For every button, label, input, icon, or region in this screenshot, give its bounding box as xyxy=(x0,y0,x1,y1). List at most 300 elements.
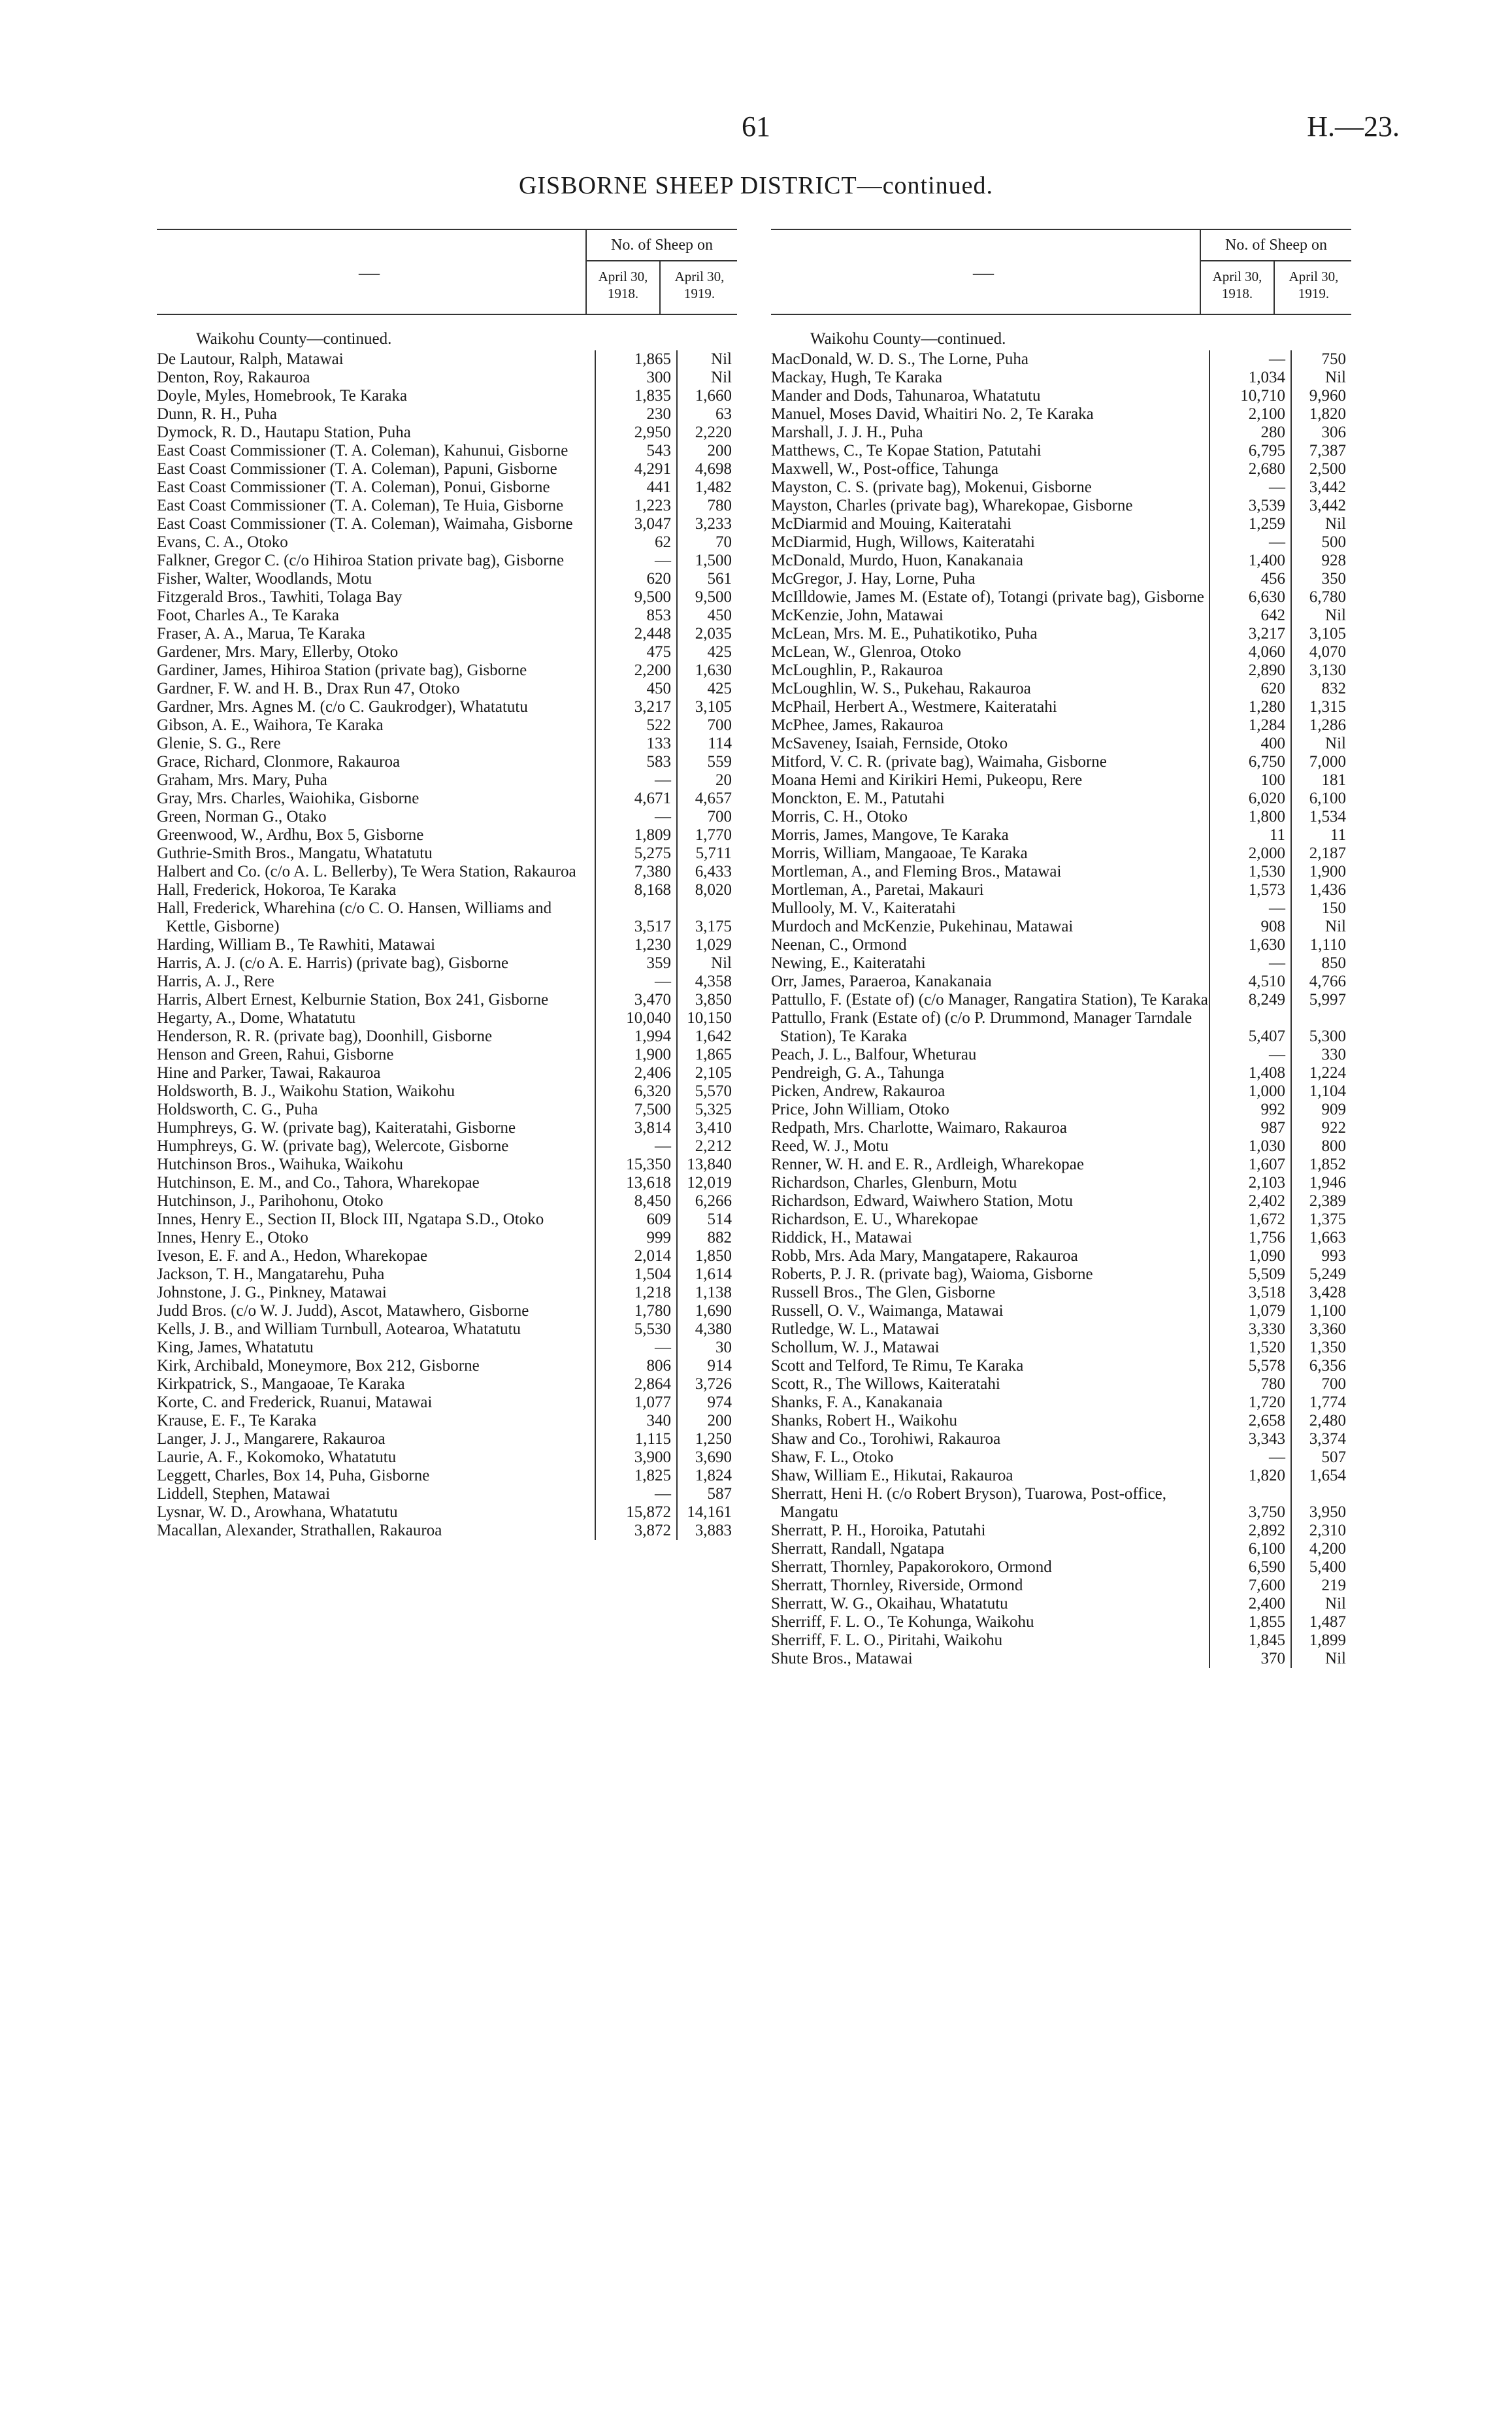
owner-name: Morris, James, Mangove, Te Karaka xyxy=(771,826,1009,844)
sheep-1918: — xyxy=(1209,899,1291,918)
sheep-1918: 6,320 xyxy=(595,1082,677,1101)
owner-name: Shaw, William E., Hikutai, Rakauroa xyxy=(771,1467,1013,1484)
owner-name: East Coast Commissioner (T. A. Coleman), Ponui, Gisborne xyxy=(157,478,550,496)
table-row xyxy=(157,1046,737,1064)
owner-name: Shaw, F. L., Otoko xyxy=(771,1448,894,1466)
owner-name: Langer, J. J., Mangarere, Rakauroa xyxy=(157,1430,386,1448)
owner-name: Foot, Charles A., Te Karaka xyxy=(157,607,339,624)
sheep-1918: 3,539 xyxy=(1209,497,1291,515)
sheep-1919: 1,482 xyxy=(677,478,737,497)
owner-name: Dunn, R. H., Puha xyxy=(157,405,278,423)
sheep-table-right xyxy=(771,350,1351,1668)
owner-name: Sherratt, Randall, Ngatapa xyxy=(771,1540,945,1558)
sheep-1919: 3,950 xyxy=(1291,1485,1351,1522)
header-year-1919: April 30, 1919. xyxy=(674,269,725,301)
table-row xyxy=(771,1174,1351,1192)
sheep-1919: 5,300 xyxy=(1291,1009,1351,1046)
owner-name: Redpath, Mrs. Charlotte, Waimaro, Rakauroa xyxy=(771,1119,1067,1137)
page-number: 61 xyxy=(742,110,770,142)
table-row xyxy=(771,643,1351,661)
owner-name: Holdsworth, C. G., Puha xyxy=(157,1101,318,1118)
table-row xyxy=(157,680,737,698)
table-row xyxy=(157,1192,737,1211)
owner-name: Krause, E. F., Te Karaka xyxy=(157,1412,317,1429)
owner-name: Gray, Mrs. Charles, Waiohika, Gisborne xyxy=(157,790,419,807)
sheep-1919: 700 xyxy=(677,716,737,735)
sheep-1919: 928 xyxy=(1291,552,1351,570)
sheep-1919: 3,690 xyxy=(677,1448,737,1467)
owner-name: Riddick, H., Matawai xyxy=(771,1229,912,1246)
sheep-1919: 700 xyxy=(677,808,737,826)
owner-name: McDiarmid, Hugh, Willows, Kaiteratahi xyxy=(771,533,1036,551)
table-row xyxy=(157,442,737,460)
table-row xyxy=(157,790,737,808)
sheep-1918: 2,890 xyxy=(1209,661,1291,680)
sheep-1919: 4,766 xyxy=(1291,973,1351,991)
sheep-1919: 219 xyxy=(1291,1577,1351,1595)
table-row xyxy=(771,1394,1351,1412)
sheep-1918: 1,034 xyxy=(1209,369,1291,387)
table-row xyxy=(771,1284,1351,1302)
table-header xyxy=(771,229,1351,315)
owner-name: Gardener, Mrs. Mary, Ellerby, Otoko xyxy=(157,643,399,661)
owner-name: MacDonald, W. D. S., The Lorne, Puha xyxy=(771,350,1028,368)
table-row xyxy=(157,497,737,515)
owner-name: Shaw and Co., Torohiwi, Rakauroa xyxy=(771,1430,1001,1448)
owner-name: Glenie, S. G., Rere xyxy=(157,735,281,752)
sheep-1919: 1,534 xyxy=(1291,808,1351,826)
sheep-1919: Nil xyxy=(1291,735,1351,753)
sheep-1919: 1,660 xyxy=(677,387,737,405)
sheep-1919: 1,110 xyxy=(1291,936,1351,954)
table-row xyxy=(771,808,1351,826)
owner-name: McPhail, Herbert A., Westmere, Kaiteratahi xyxy=(771,698,1057,716)
sheep-1919: 200 xyxy=(677,1412,737,1430)
sheep-1918: 11 xyxy=(1209,826,1291,844)
sheep-1918: 3,750 xyxy=(1209,1485,1291,1522)
sheep-1919: 507 xyxy=(1291,1448,1351,1467)
sheep-1919: 1,487 xyxy=(1291,1613,1351,1631)
sheep-1918: — xyxy=(595,973,677,991)
table-row xyxy=(157,369,737,387)
sheep-1919: 7,387 xyxy=(1291,442,1351,460)
table-row xyxy=(157,1028,737,1046)
sheep-1918: 1,259 xyxy=(1209,515,1291,533)
sheep-1919: 1,224 xyxy=(1291,1064,1351,1082)
table-row xyxy=(771,899,1351,918)
table-row xyxy=(771,1082,1351,1101)
table-row xyxy=(771,1522,1351,1540)
sheep-1919: 850 xyxy=(1291,954,1351,973)
owner-name: Harding, William B., Te Rawhiti, Matawai xyxy=(157,936,436,954)
owner-name: Renner, W. H. and E. R., Ardleigh, Wharekopae xyxy=(771,1156,1084,1173)
sheep-1919: 350 xyxy=(1291,570,1351,588)
table-row xyxy=(157,1082,737,1101)
sheep-1918: 1,780 xyxy=(595,1302,677,1320)
sheep-1919: 3,175 xyxy=(677,899,737,936)
sheep-1919: 5,570 xyxy=(677,1082,737,1101)
sheep-1919: 4,200 xyxy=(1291,1540,1351,1558)
sheep-1918: 999 xyxy=(595,1229,677,1247)
table-row xyxy=(771,680,1351,698)
table-row xyxy=(771,1211,1351,1229)
sheep-1918: — xyxy=(1209,478,1291,497)
owner-name: Fraser, A. A., Marua, Te Karaka xyxy=(157,625,365,643)
owner-name: McLean, Mrs. M. E., Puhatikotiko, Puha xyxy=(771,625,1038,643)
table-row xyxy=(771,1265,1351,1284)
sheep-1918: 3,343 xyxy=(1209,1430,1291,1448)
table-row xyxy=(771,1357,1351,1375)
owner-name: Mitford, V. C. R. (private bag), Waimaha, Gisborne xyxy=(771,753,1107,771)
owner-name: Judd Bros. (c/o W. J. Judd), Ascot, Matawhero, Gisborne xyxy=(157,1302,529,1320)
sheep-1918: 62 xyxy=(595,533,677,552)
sheep-1918: 2,680 xyxy=(1209,460,1291,478)
table-row xyxy=(771,1558,1351,1577)
table-row xyxy=(157,607,737,625)
sheep-1918: — xyxy=(1209,350,1291,369)
table-row xyxy=(157,1320,737,1339)
sheep-1918: 4,291 xyxy=(595,460,677,478)
owner-name: Sherriff, F. L. O., Te Kohunga, Waikohu xyxy=(771,1613,1034,1631)
sheep-1918: 543 xyxy=(595,442,677,460)
page-reference: H.—23. xyxy=(1307,110,1400,142)
table-row xyxy=(771,570,1351,588)
table-row xyxy=(157,1156,737,1174)
sheep-1919: Nil xyxy=(1291,1595,1351,1613)
table-row xyxy=(771,497,1351,515)
sheep-1919: 7,000 xyxy=(1291,753,1351,771)
owner-name: Grace, Richard, Clonmore, Rakauroa xyxy=(157,753,401,771)
table-row xyxy=(157,1357,737,1375)
table-row xyxy=(157,460,737,478)
sheep-1918: 1,090 xyxy=(1209,1247,1291,1265)
sheep-1918: 2,000 xyxy=(1209,844,1291,863)
sheep-1918: 15,872 xyxy=(595,1503,677,1522)
sheep-1919: 3,726 xyxy=(677,1375,737,1394)
owner-name: Humphreys, G. W. (private bag), Kaiteratahi, Gisborne xyxy=(157,1119,516,1137)
table-row xyxy=(157,1430,737,1448)
sheep-1919: 2,220 xyxy=(677,424,737,442)
owner-name: Russell Bros., The Glen, Gisborne xyxy=(771,1284,996,1301)
owner-name: Jackson, T. H., Mangatarehu, Puha xyxy=(157,1265,385,1283)
owner-name: Gardiner, James, Hihiroa Station (private bag), Gisborne xyxy=(157,661,527,679)
table-row xyxy=(157,1302,737,1320)
header-name-dash: — xyxy=(359,260,380,284)
sheep-1918: 8,450 xyxy=(595,1192,677,1211)
owner-name: McKenzie, John, Matawai xyxy=(771,607,944,624)
sheep-1919: Nil xyxy=(1291,369,1351,387)
table-row xyxy=(771,954,1351,973)
owner-name: East Coast Commissioner (T. A. Coleman), Kahunui, Gisborne xyxy=(157,442,568,460)
owner-name: Humphreys, G. W. (private bag), Welercote, Gisborne xyxy=(157,1137,509,1155)
sheep-1919: 500 xyxy=(1291,533,1351,552)
sheep-1918: 133 xyxy=(595,735,677,753)
owner-name: McDonald, Murdo, Huon, Kanakanaia xyxy=(771,552,1024,569)
owner-name: Sherratt, Thornley, Papakorokoro, Ormond xyxy=(771,1558,1052,1576)
owner-name: Korte, C. and Frederick, Ruanui, Matawai xyxy=(157,1394,433,1411)
table-row xyxy=(157,552,737,570)
sheep-1918: 2,103 xyxy=(1209,1174,1291,1192)
sheep-1919: 1,315 xyxy=(1291,698,1351,716)
sheep-1919: Nil xyxy=(1291,515,1351,533)
table-row xyxy=(157,350,737,369)
sheep-1918: 4,510 xyxy=(1209,973,1291,991)
owner-name: Marshall, J. J. H., Puha xyxy=(771,424,923,441)
table-row xyxy=(771,1467,1351,1485)
sheep-1919: 1,436 xyxy=(1291,881,1351,899)
sheep-1918: — xyxy=(1209,1046,1291,1064)
sheep-1919: 1,824 xyxy=(677,1467,737,1485)
table-row xyxy=(771,350,1351,369)
sheep-1918: 3,814 xyxy=(595,1119,677,1137)
sheep-1918: 1,400 xyxy=(1209,552,1291,570)
sheep-1918: 1,000 xyxy=(1209,1082,1291,1101)
table-row xyxy=(157,1229,737,1247)
table-row xyxy=(771,387,1351,405)
table-row xyxy=(771,515,1351,533)
owner-name: Macallan, Alexander, Strathallen, Rakauroa xyxy=(157,1522,442,1539)
owner-name: Sherratt, Heni H. (c/o Robert Bryson), Tuarowa, Post-office, Mangatu xyxy=(771,1485,1167,1521)
table-row xyxy=(157,515,737,533)
table-row xyxy=(157,735,737,753)
owner-name: McDiarmid and Mouing, Kaiteratahi xyxy=(771,515,1011,533)
owner-name: Harris, A. J. (c/o A. E. Harris) (private bag), Gisborne xyxy=(157,954,509,972)
table-header xyxy=(157,229,737,315)
table-row xyxy=(157,1174,737,1192)
sheep-1918: 1,855 xyxy=(1209,1613,1291,1631)
table-row xyxy=(771,1302,1351,1320)
sheep-1918: 522 xyxy=(595,716,677,735)
sheep-1919: 3,410 xyxy=(677,1119,737,1137)
sheep-1918: 1,077 xyxy=(595,1394,677,1412)
owner-name: Rutledge, W. L., Matawai xyxy=(771,1320,940,1338)
sheep-1919: 1,946 xyxy=(1291,1174,1351,1192)
sheep-1918: 2,014 xyxy=(595,1247,677,1265)
sheep-1918: — xyxy=(595,771,677,790)
sheep-1919: 1,642 xyxy=(677,1028,737,1046)
sheep-1918: 3,217 xyxy=(1209,625,1291,643)
sheep-1919: 3,130 xyxy=(1291,661,1351,680)
sheep-1918: 340 xyxy=(595,1412,677,1430)
owner-name: Holdsworth, B. J., Waikohu Station, Waikohu xyxy=(157,1082,455,1100)
sheep-1918: 3,517 xyxy=(595,899,677,936)
sheep-1919: Nil xyxy=(1291,918,1351,936)
sheep-1919: 425 xyxy=(677,643,737,661)
sheep-1918: 2,100 xyxy=(1209,405,1291,424)
owner-name: Moana Hemi and Kirikiri Hemi, Pukeopu, Rere xyxy=(771,771,1083,789)
page-title: GISBORNE SHEEP DISTRICT—continued. xyxy=(518,172,994,199)
sheep-1919: 13,840 xyxy=(677,1156,737,1174)
owner-name: De Lautour, Ralph, Matawai xyxy=(157,350,344,368)
owner-name: Orr, James, Paraeroa, Kanakanaia xyxy=(771,973,992,990)
sheep-1919: 1,138 xyxy=(677,1284,737,1302)
sheep-1918: 400 xyxy=(1209,735,1291,753)
sheep-1919: 1,630 xyxy=(677,661,737,680)
sheep-1919: 5,249 xyxy=(1291,1265,1351,1284)
owner-name: McIlldowie, James M. (Estate of), Totangi (private bag), Gisborne xyxy=(771,588,1204,606)
sheep-1918: — xyxy=(595,1485,677,1503)
table-row xyxy=(771,588,1351,607)
sheep-1918: 2,406 xyxy=(595,1064,677,1082)
sheep-1918: 9,500 xyxy=(595,588,677,607)
sheep-1919: 1,654 xyxy=(1291,1467,1351,1485)
sheep-1919: 4,358 xyxy=(677,973,737,991)
sheep-1918: 3,330 xyxy=(1209,1320,1291,1339)
sheep-1919: 2,500 xyxy=(1291,460,1351,478)
sheep-1918: 2,448 xyxy=(595,625,677,643)
owner-name: Gardner, F. W. and H. B., Drax Run 47, Otoko xyxy=(157,680,460,697)
sheep-1919: 8,020 xyxy=(677,881,737,899)
sheep-1918: 1,030 xyxy=(1209,1137,1291,1156)
sheep-1919: Nil xyxy=(677,954,737,973)
table-row xyxy=(157,405,737,424)
table-row xyxy=(157,424,737,442)
sheep-1918: 6,750 xyxy=(1209,753,1291,771)
sheep-1919: 800 xyxy=(1291,1137,1351,1156)
table-row xyxy=(157,1448,737,1467)
owner-name: Green, Norman G., Otako xyxy=(157,808,327,826)
table-row xyxy=(157,661,737,680)
table-row xyxy=(771,661,1351,680)
sheep-1918: 5,530 xyxy=(595,1320,677,1339)
sheep-1918: 992 xyxy=(1209,1101,1291,1119)
owner-name: Matthews, C., Te Kopae Station, Patutahi xyxy=(771,442,1042,460)
owner-name: Monckton, E. M., Patutahi xyxy=(771,790,945,807)
sheep-1918: 10,710 xyxy=(1209,387,1291,405)
owner-name: Reed, W. J., Motu xyxy=(771,1137,889,1155)
table-row xyxy=(771,918,1351,936)
owner-name: Mortleman, A., and Fleming Bros., Matawai xyxy=(771,863,1062,880)
owner-name: East Coast Commissioner (T. A. Coleman), Waimaha, Gisborne xyxy=(157,515,573,533)
table-row xyxy=(157,1412,737,1430)
owner-name: Scott, R., The Willows, Kaiteratahi xyxy=(771,1375,1000,1393)
table-row xyxy=(157,991,737,1009)
table-row xyxy=(157,954,737,973)
table-row xyxy=(771,1339,1351,1357)
owner-name: Sherratt, Thornley, Riverside, Ormond xyxy=(771,1577,1023,1594)
owner-name: Iveson, E. F. and A., Hedon, Wharekopae xyxy=(157,1247,428,1265)
county-subheading: Waikohu County—continued. xyxy=(810,330,1006,348)
owner-name: Liddell, Stephen, Matawai xyxy=(157,1485,331,1503)
sheep-1918: 8,249 xyxy=(1209,991,1291,1009)
owner-name: East Coast Commissioner (T. A. Coleman), Papuni, Gisborne xyxy=(157,460,557,478)
owner-name: Gibson, A. E., Waihora, Te Karaka xyxy=(157,716,384,734)
sheep-1918: — xyxy=(595,1339,677,1357)
sheep-1918: 1,115 xyxy=(595,1430,677,1448)
sheep-1919: 1,104 xyxy=(1291,1082,1351,1101)
county-subheading: Waikohu County—continued. xyxy=(196,330,392,348)
sheep-1918: 7,380 xyxy=(595,863,677,881)
table-row xyxy=(157,881,737,899)
sheep-1918: — xyxy=(1209,1448,1291,1467)
owner-name: Peach, J. L., Balfour, Wheturau xyxy=(771,1046,977,1063)
table-row xyxy=(771,1613,1351,1631)
sheep-1919: 909 xyxy=(1291,1101,1351,1119)
sheep-1919: 1,350 xyxy=(1291,1339,1351,1357)
sheep-1918: 15,350 xyxy=(595,1156,677,1174)
sheep-1918: 1,672 xyxy=(1209,1211,1291,1229)
sheep-1919: 2,480 xyxy=(1291,1412,1351,1430)
sheep-1918: 1,845 xyxy=(1209,1631,1291,1650)
table-row xyxy=(157,973,737,991)
table-row xyxy=(771,1430,1351,1448)
sheep-1919: 974 xyxy=(677,1394,737,1412)
sheep-1918: 2,950 xyxy=(595,424,677,442)
table-row xyxy=(771,1229,1351,1247)
sheep-1919: 780 xyxy=(677,497,737,515)
owner-name: Price, John William, Otoko xyxy=(771,1101,949,1118)
sheep-1918: 1,504 xyxy=(595,1265,677,1284)
sheep-1918: 1,408 xyxy=(1209,1064,1291,1082)
sheep-1918: — xyxy=(595,552,677,570)
sheep-1918: 3,047 xyxy=(595,515,677,533)
owner-name: McSaveney, Isaiah, Fernside, Otoko xyxy=(771,735,1008,752)
table-row xyxy=(771,698,1351,716)
sheep-1919: Nil xyxy=(1291,607,1351,625)
table-row xyxy=(157,387,737,405)
sheep-1918: 3,470 xyxy=(595,991,677,1009)
sheep-1919: 11 xyxy=(1291,826,1351,844)
table-row xyxy=(157,1503,737,1522)
sheep-1919: 9,500 xyxy=(677,588,737,607)
sheep-1918: 475 xyxy=(595,643,677,661)
sheep-1919: 1,375 xyxy=(1291,1211,1351,1229)
sheep-1919: 6,780 xyxy=(1291,588,1351,607)
owner-name: Mander and Dods, Tahunaroa, Whatatutu xyxy=(771,387,1041,405)
sheep-1919: 2,212 xyxy=(677,1137,737,1156)
table-row xyxy=(771,1046,1351,1064)
owner-name: Pattullo, Frank (Estate of) (c/o P. Drummond, Manager Tarndale Station), Te Karaka xyxy=(771,1009,1192,1045)
sheep-1919: 914 xyxy=(677,1357,737,1375)
owner-name: Shanks, F. A., Kanakanaia xyxy=(771,1394,943,1411)
sheep-1918: 100 xyxy=(1209,771,1291,790)
right-column xyxy=(771,229,1351,1668)
sheep-1919: 70 xyxy=(677,533,737,552)
owner-name: Dymock, R. D., Hautapu Station, Puha xyxy=(157,424,411,441)
table-row xyxy=(771,1101,1351,1119)
sheep-1919: 700 xyxy=(1291,1375,1351,1394)
sheep-1918: 1,530 xyxy=(1209,863,1291,881)
owner-name: Lysnar, W. D., Arowhana, Whatatutu xyxy=(157,1503,398,1521)
owner-name: McGregor, J. Hay, Lorne, Puha xyxy=(771,570,976,588)
owner-name: Greenwood, W., Ardhu, Box 5, Gisborne xyxy=(157,826,424,844)
sheep-1919: 5,400 xyxy=(1291,1558,1351,1577)
table-row xyxy=(157,1265,737,1284)
header-year-1918: April 30, 1918. xyxy=(1200,261,1275,314)
table-row xyxy=(771,369,1351,387)
sheep-1919: 114 xyxy=(677,735,737,753)
sheep-1919: 450 xyxy=(677,607,737,625)
owner-name: Hall, Frederick, Wharehina (c/o C. O. Hansen, Williams and Kettle, Gisborne) xyxy=(157,899,552,935)
sheep-1918: 2,402 xyxy=(1209,1192,1291,1211)
table-row xyxy=(771,881,1351,899)
sheep-1919: 559 xyxy=(677,753,737,771)
table-row xyxy=(771,1192,1351,1211)
table-row xyxy=(157,1211,737,1229)
sheep-1919: 12,019 xyxy=(677,1174,737,1192)
owner-name: Hutchinson, E. M., and Co., Tahora, Wharekopae xyxy=(157,1174,480,1192)
table-row xyxy=(157,771,737,790)
table-row xyxy=(771,1650,1351,1668)
sheep-1918: 583 xyxy=(595,753,677,771)
table-row xyxy=(157,1009,737,1028)
sheep-1918: 1,630 xyxy=(1209,936,1291,954)
sheep-1919: 14,161 xyxy=(677,1503,737,1522)
sheep-1919: 6,433 xyxy=(677,863,737,881)
owner-name: Hine and Parker, Tawai, Rakauroa xyxy=(157,1064,381,1082)
sheep-1919: 3,850 xyxy=(677,991,737,1009)
sheep-1918: 280 xyxy=(1209,424,1291,442)
